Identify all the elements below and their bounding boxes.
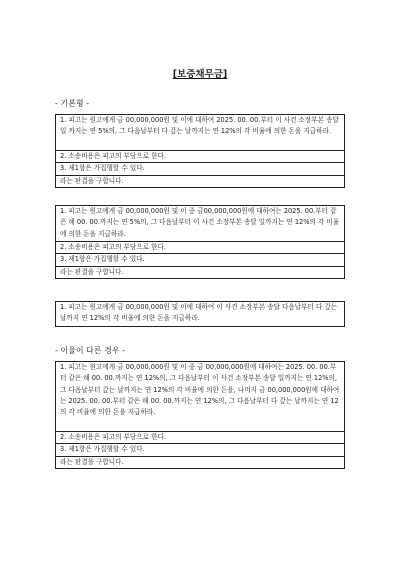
claim-text: 1. 피고는 원고에게 금 00,000,000원 및 이 중 금00,000,000원에 대하여는 2025. 00.부터 같은 해 00. 00.까지는 연 5%의, 그 다음날부터 이 사건 소장부본 송달 일까지는 연 12%의 각 비율에 의한 돈을 지급하라. [56,206,344,242]
claim-text: 3. 제1항은 가집행할 수 있다. [56,163,344,175]
claim-text: 2. 소송비용은 피고의 부담으로 한다. [56,432,344,444]
claim-text: 2. 소송비용은 피고의 부담으로 한다. [56,242,344,254]
section-basic-heading: - 기본형 - [55,99,90,108]
claim-text: 라는 판결을 구합니다. [60,267,124,276]
claim-text: 3. 제1항은 가집행할 수 있다. [56,444,344,456]
title-text: [보증채무금] [172,69,228,80]
claim-text: 라는 판결을 구합니다. [60,457,124,466]
claim-box-3 [55,301,345,327]
claim-text: 1. 피고는 원고에게 금 00,000,000원 및 이에 대하여 이 사건 소장부본 송달 다음날부터 다 갚는 날까지 연 12%의 각 비율에 의한 돈을 지급하라. [60,303,338,323]
claim-box-1 [55,114,345,188]
claim-text: 3. 제1항은 가집행할 수 있다. [56,254,344,266]
claim-text: 라는 판결을 구합니다. [60,176,124,185]
section-different-rate-heading: - 이율이 다른 경우 - [55,346,126,355]
claim-box-2 [55,205,345,279]
claim-text: 1. 피고는 원고에게 금 00,000,000원 및 이 중 금 00,000,000원에 대하여는 2025. 00. 00.부터 같은 해 00. 00.까지는 연 12%의, 그 다음날부터 이 사건 소장부본 송달 일까지는 연 12%의, 그 다음날부터 갚는 날까지는 연 12%의 각 비율에 의한 돈을, 나머지 금 00,000,000원에 대하여는 2025. 00. 00.부터 같은 해 00. 00.까지는 연 12%의, 그 다음날부터 다 갚는 날까지는 연 12의 각 비율에 의한 돈을 지급하라. [56,362,344,432]
claim-text: 1. 피고는 원고에게 금 00,000,000원 및 이에 대하여 2025. 00. 00.부터 이 사건 소장부본 송달일 까지는 연 5%의, 그 다음날부터 다 갚는 날까지는 연 12%의 각 비율에 의한 돈을 지급하라. [56,115,344,151]
claim-text: 2. 소송비용은 피고의 부담으로 한다. [56,151,344,163]
claim-box-4 [55,361,345,469]
document-title [0,66,400,80]
